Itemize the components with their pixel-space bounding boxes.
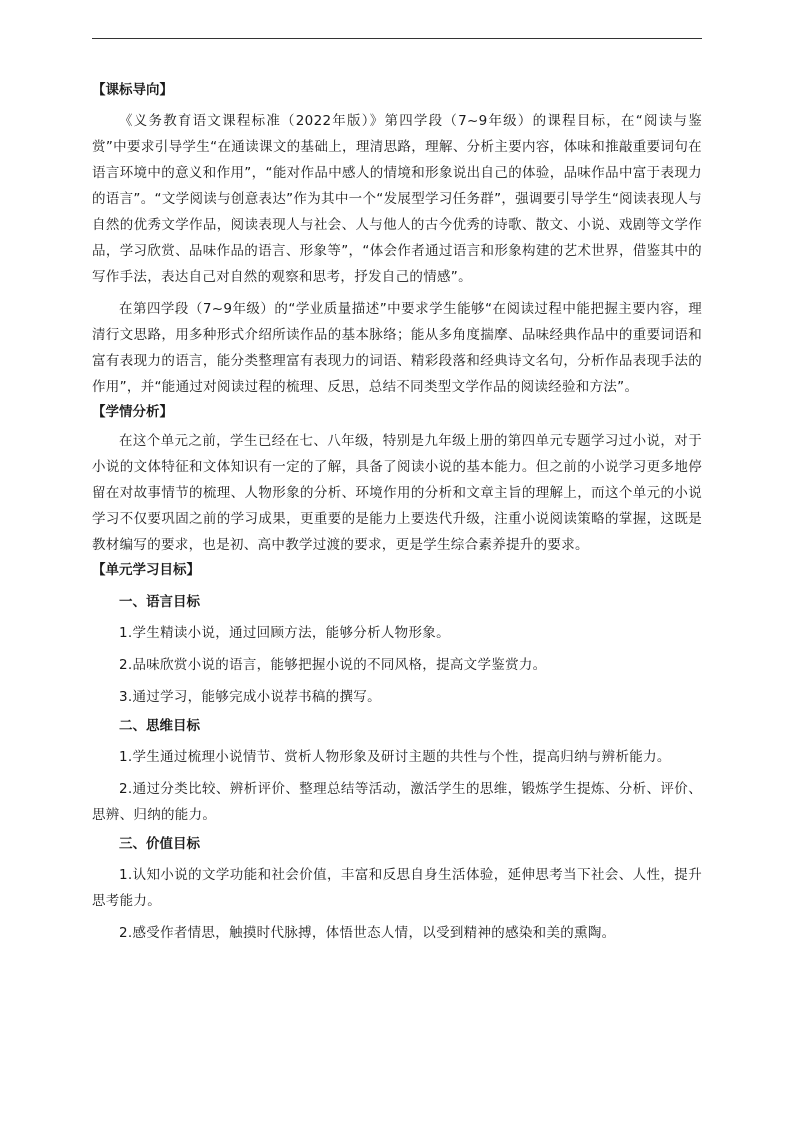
goal-value-title: 三、价值目标 xyxy=(119,836,200,852)
goal-language-item: 2.品味欣赏小说的语言，能够把握小说的不同风格，提高文学鉴赏力。 xyxy=(119,657,547,673)
section-title-analysis: 【学情分析】 xyxy=(92,404,173,420)
goal-language-item: 3.通过学习，能够完成小说荐书稿的撰写。 xyxy=(119,689,381,705)
goal-thinking-item: 1.学生通过梳理小说情节、赏析人物形象及研讨主题的共性与个性，提高归纳与辨析能力。 xyxy=(119,749,671,765)
header-rule xyxy=(92,38,702,39)
section-title-goals: 【单元学习目标】 xyxy=(92,562,200,578)
goal-thinking-title: 二、思维目标 xyxy=(119,718,200,734)
document-body xyxy=(92,80,702,946)
goal-language-item: 1.学生精读小说，通过回顾方法，能够分析人物形象。 xyxy=(119,625,450,641)
goal-value-item: 2.感受作者情思，触摸时代脉搏，体悟世态人情，以受到精神的感染和美的熏陶。 xyxy=(119,925,616,941)
goal-value-item: 1.认知小说的文学功能和社会价值，丰富和反思自身生活体验，延伸思考当下社会、人性，提升思考能力。 xyxy=(92,867,702,909)
guide-paragraph-2: 在第四学段（7~9年级）的“学业质量描述”中要求学生能够“在阅读过程中能把握主要内容，理清行文思路，用多种形式介绍所读作品的基本脉络；能从多角度揣摩、品味经典作品中的重要词语和富有表现力的语言，能分类整理富有表现力的词语、精彩段落和经典诗文名句，分析作品表现手法的作用”，并“能通过对阅读过程的梳理、反思，总结不同类型文学作品的阅读经验和方法”。 xyxy=(92,301,702,395)
section-title-guide: 【课标导向】 xyxy=(92,82,173,98)
goal-thinking-item: 2.通过分类比较、辨析评价、整理总结等活动，激活学生的思维，锻炼学生提炼、分析、评价、思辨、归纳的能力。 xyxy=(92,781,702,823)
goal-language-title: 一、语言目标 xyxy=(119,594,200,610)
guide-paragraph-1: 《义务教育语文课程标准（2022年版）》第四学段（7~9年级）的课程目标，在“阅读与鉴赏”中要求引导学生“在通读课文的基础上，理清思路，理解、分析主要内容，体味和推敲重要词句在语言环境中的意义和作用”，“能对作品中感人的情境和形象说出自己的体验，品味作品中富于表现力的语言”。“文学阅读与创意表达”作为其中一个“发展型学习任务群”，强调要引导学生“阅读表现人与自然的优秀文学作品，阅读表现人与社会、人与他人的古今优秀的诗歌、散文、小说、戏剧等文学作品，学习欣赏、品味作品的语言、形象等”，“体会作者通过语言和形象构建的艺术世界，借鉴其中的写作手法，表达自己对自然的观察和思考，抒发自己的情感”。 xyxy=(92,113,702,285)
analysis-paragraph: 在这个单元之前，学生已经在七、八年级，特别是九年级上册的第四单元专题学习过小说，对于小说的文体特征和文体知识有一定的了解，具备了阅读小说的基本能力。但之前的小说学习更多地停留在对故事情节的梳理、人物形象的分析、环境作用的分析和文章主旨的理解上，而这个单元的小说学习不仅要巩固之前的学习成果，更重要的是能力上要迭代升级，注重小说阅读策略的掌握，这既是教材编写的要求，也是初、高中教学过渡的要求，更是学生综合素养提升的要求。 xyxy=(92,433,702,553)
